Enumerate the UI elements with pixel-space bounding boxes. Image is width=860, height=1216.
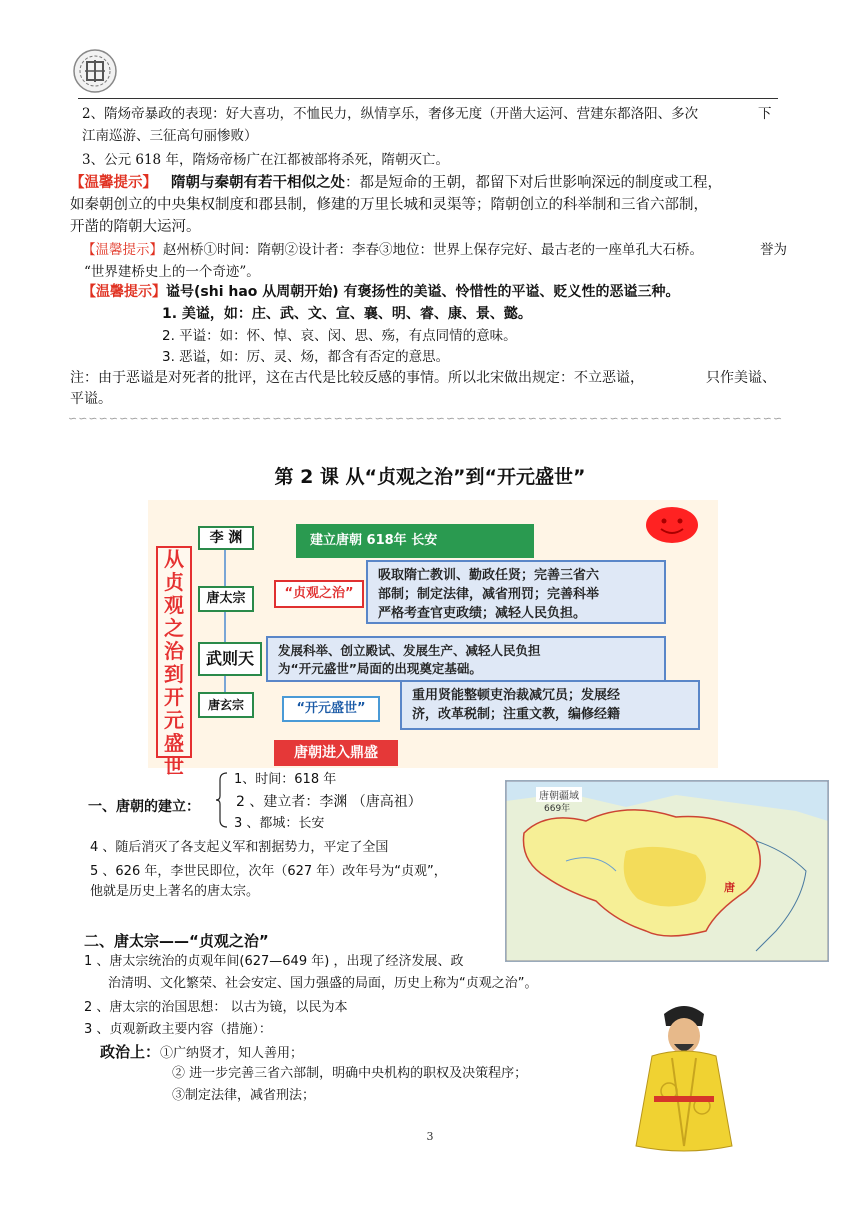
tip-tag: 【温馨提示】 <box>70 174 157 191</box>
text-line: 平谥。 <box>70 391 112 407</box>
desc-line: 严格考查官吏政绩；减轻人民负担。 <box>378 606 587 621</box>
tang-territory-map <box>505 780 829 962</box>
map-title: 唐朝疆域 <box>536 787 582 802</box>
map-label: 唐 <box>724 881 735 894</box>
text-line: 如秦朝创立的中央集权制度和郡县制，修建的万里长城和灵渠等；隋朝创立的科举制和三省六部制， <box>70 197 708 213</box>
name-box-liyuan: 李 渊 <box>198 526 254 550</box>
vertical-title-text: 从贞观之治到开元盛世 <box>164 547 184 778</box>
text-line: 3 、贞观新政主要内容（措施）： <box>84 1022 272 1037</box>
list-item: 3 、都城：长安 <box>234 816 325 831</box>
text-line: 誉为 <box>760 242 787 258</box>
desc-line: 济，改革税制；注重文教，编修经籍 <box>412 707 621 722</box>
tip-tag: 【温馨提示】 <box>82 284 166 300</box>
desc-line: 部制；制定法律，减省刑罚；完善科举 <box>378 587 600 602</box>
name-box-wuzetian: 武则天 <box>198 642 262 676</box>
tip-bold: 隋朝与秦朝有若干相似之处 <box>171 175 345 191</box>
list-item: ③制定法律，减省刑法； <box>172 1088 316 1103</box>
founding-box: 建立唐朝 618年 长安 <box>296 524 534 558</box>
list-item: 1. 美谥，如：庄、武、文、宣、襄、明、睿、康、景、懿。 <box>162 306 532 322</box>
section-heading: 一、唐朝的建立： <box>88 799 200 815</box>
zhenguan-box: “贞观之治” <box>274 580 364 608</box>
text-line: 2 、唐太宗的治国思想： 以古为镜，以民为本 <box>84 1000 348 1015</box>
desc-box-taizong <box>366 560 666 624</box>
name-box-taizong: 唐太宗 <box>198 586 254 612</box>
sun-face-icon <box>644 506 700 544</box>
page-number: 3 <box>426 1130 434 1143</box>
list-item: 1、时间：618 年 <box>234 772 337 787</box>
map-year: 669年 <box>544 804 571 814</box>
text-line: 下 <box>758 106 772 122</box>
list-item: 3. 恶谥，如：厉、灵、炀，都含有否定的意思。 <box>162 349 450 365</box>
tip-text: 谥号(shi hao 从周朝开始) 有褒扬性的美谥、怜惜性的平谥、贬义性的恶谥三种。 <box>166 284 680 300</box>
desc-line: 重用贤能整顿吏治裁减冗员；发展经 <box>412 688 621 703</box>
peak-box: 唐朝进入鼎盛 <box>274 740 398 766</box>
wavy-divider: ∽∽∽∽∽∽∽∽∽∽∽∽∽∽∽∽∽∽∽∽∽∽∽∽∽∽∽∽∽∽∽∽∽∽∽∽∽∽∽∽∽∽∽∽∽∽∽∽∽∽∽∽∽∽∽∽∽∽∽∽∽∽∽∽∽∽∽∽∽∽ <box>68 412 784 425</box>
vertical-title <box>156 546 192 778</box>
list-item: 2 、建立者：李渊 （唐高祖） <box>236 794 422 810</box>
text-line: 只作美谥、 <box>706 370 776 386</box>
text-line: 开凿的隋朝大运河。 <box>70 219 201 235</box>
tip-text: ：都是短命的王朝，都留下对后世影响深远的制度或工程， <box>345 175 722 191</box>
text-line: “世界建桥史上的一个奇迹”。 <box>84 264 260 280</box>
connector-line <box>224 538 226 718</box>
text-line: 他就是历史上著名的唐太宗。 <box>90 884 260 899</box>
kaiyuan-box: “开元盛世” <box>282 696 380 722</box>
text-line: 注：由于恶谥是对死者的批评，这在古代是比较反感的事情。所以北宋做出规定：不立恶谥， <box>70 370 644 386</box>
text-line: 2、隋炀帝暴政的表现：好大喜功，不恤民力，纵情享乐，奢侈无度（开凿大运河、营建东都洛阳、多次 <box>82 106 699 122</box>
desc-line: 为“开元盛世”局面的出现奠定基础。 <box>278 661 482 676</box>
tip-tag: 【温馨提示】 <box>82 242 163 258</box>
desc-line: 发展科举、创立殿试、发展生产、减轻人民负担 <box>278 643 541 658</box>
politics-label: 政治上： <box>100 1043 161 1061</box>
desc-line: 吸取隋亡教训、勤政任贤；完善三省六 <box>378 568 600 583</box>
section-heading: 二、唐太宗——“贞观之治” <box>84 932 269 950</box>
tip-paragraph <box>82 240 703 260</box>
name-box-xuanzong: 唐玄宗 <box>198 692 254 718</box>
timeline-diagram <box>148 500 718 778</box>
tip-text: 赵州桥①时间：隋朝②设计者：李春③地位：世界上保存完好、最古老的一座单孔大石桥。 <box>163 242 703 258</box>
school-logo <box>72 48 118 94</box>
text-line: 4 、随后消灭了各支起义军和割据势力，平定了全国 <box>90 840 389 855</box>
lesson-title: 第 2 课 从“贞观之治”到“开元盛世” <box>274 466 586 488</box>
desc-box-wuzetian <box>266 636 666 682</box>
brace <box>216 772 228 828</box>
list-item: ①广纳贤才，知人善用； <box>160 1046 304 1061</box>
desc-box-xuanzong <box>400 680 700 730</box>
text-line: 1 、唐太宗统治的贞观年间(627—649 年) ，出现了经济发展、政 <box>84 954 464 969</box>
tip-paragraph <box>70 173 722 193</box>
text-line <box>100 1042 303 1064</box>
header-rule <box>78 98 778 99</box>
text-line: 治清明、文化繁荣、社会安定、国力强盛的局面，历史上称为“贞观之治”。 <box>108 976 538 991</box>
text-line: 5 、626 年，李世民即位，次年（627 年）改年号为“贞观”， <box>90 864 447 879</box>
text-line: 江南巡游、三征高句丽惨败） <box>82 128 258 144</box>
text-line: 3、公元 618 年，隋炀帝杨广在江都被部将杀死，隋朝灭亡。 <box>82 152 449 168</box>
list-item: ② 进一步完善三省六部制，明确中央机构的职权及决策程序； <box>172 1066 528 1081</box>
tip-paragraph <box>82 282 680 302</box>
list-item: 2. 平谥：如：怀、悼、哀、闵、思、殇，有点同情的意味。 <box>162 328 517 344</box>
